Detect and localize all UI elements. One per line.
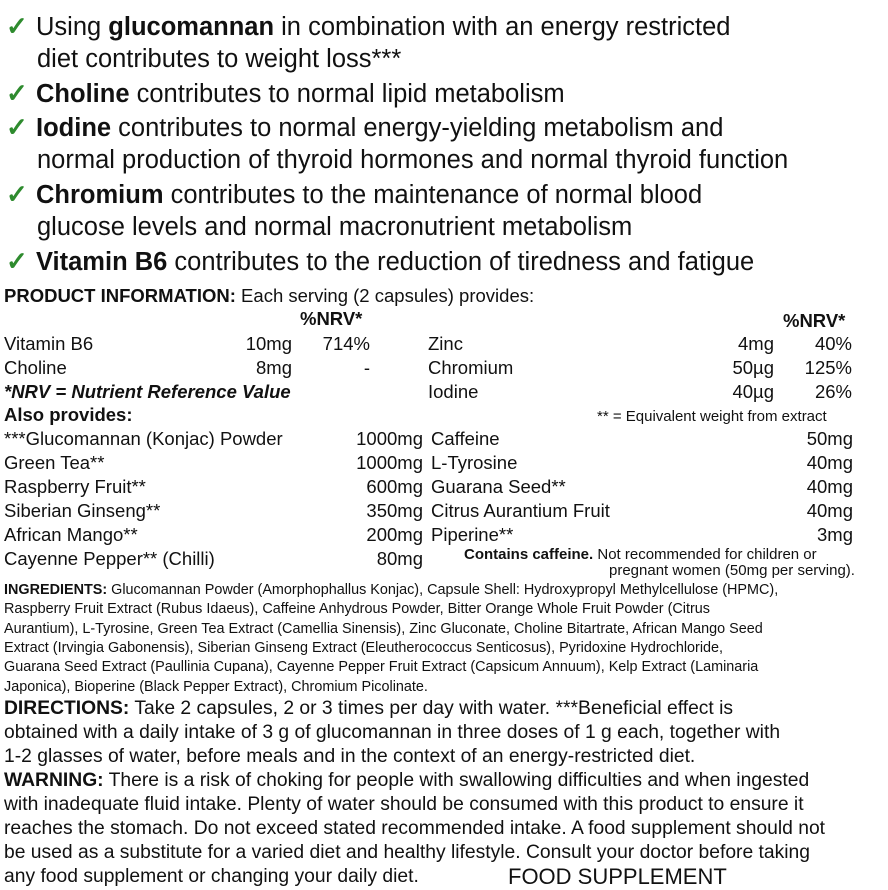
ingredient-name: African Mango** <box>4 524 138 545</box>
ingredient-amount: 50mg <box>806 428 853 449</box>
ingredient-amount: 40mg <box>806 500 853 521</box>
caffeine-note <box>464 546 817 563</box>
nutrient-name: Vitamin B6 <box>4 333 94 354</box>
ingredient-amount: 40mg <box>806 452 853 473</box>
claim-text: contributes to the maintenance of normal blood <box>163 181 703 209</box>
ingredients-label: INGREDIENTS: <box>4 582 108 598</box>
ingredient-amount: 40mg <box>806 476 853 497</box>
caffeine-note-bold: Contains caffeine. <box>464 546 594 563</box>
product-info-label: PRODUCT INFORMATION: <box>4 285 236 306</box>
claim-text: contributes to normal energy-yielding metabolism and <box>111 114 724 142</box>
check-icon: ✓ <box>6 112 28 142</box>
ingredient-name: Piperine** <box>431 524 514 545</box>
extract-note: ** = Equivalent weight from extract <box>597 408 827 425</box>
nutrient-amount: 10mg <box>245 333 292 354</box>
claim-nutrient: glucomannan <box>108 13 275 41</box>
ingredient-name: Citrus Aurantium Fruit <box>431 500 610 521</box>
claim-nutrient: Vitamin B6 <box>36 248 168 276</box>
nutrient-name: Choline <box>4 357 67 378</box>
nutrient-amount: 50µg <box>732 357 774 378</box>
nutrient-nrv: 125% <box>804 357 852 378</box>
nrv-header-left: %NRV* <box>300 308 363 329</box>
ingredient-amount: 350mg <box>366 500 423 521</box>
ingredients-line: Japonica), Bioperine (Black Pepper Extract), Chromium Picolinate. <box>4 679 428 695</box>
ingredient-name: Raspberry Fruit** <box>4 476 146 497</box>
ingredient-name: L-Tyrosine <box>431 452 518 473</box>
check-icon: ✓ <box>6 78 28 108</box>
claim-vitamin-b6 <box>6 245 754 279</box>
product-info-heading <box>4 285 534 307</box>
ingredient-amount: 80mg <box>376 548 423 569</box>
claim-choline <box>6 77 565 111</box>
nutrient-name: Iodine <box>428 381 479 402</box>
product-info-subheading: Each serving (2 capsules) provides: <box>235 285 535 306</box>
nutrient-name: Chromium <box>428 357 514 378</box>
caffeine-note-text: Not recommended for children or <box>593 546 817 563</box>
ingredients-line: Raspberry Fruit Extract (Rubus Idaeus), Caffeine Anhydrous Powder, Bitter Orange Whole Fruit Powder (Citrus <box>4 601 710 617</box>
nutrient-amount: 8mg <box>256 357 292 378</box>
nutrient-nrv: 40% <box>814 333 852 354</box>
claim-iodine <box>6 111 789 174</box>
ingredient-amount: 200mg <box>366 524 423 545</box>
warning-line: There is a risk of choking for people with swallowing difficulties and when ingested <box>103 770 810 791</box>
claim-text-line2: glucose levels and normal macronutrient metabolism <box>37 213 633 241</box>
ingredient-amount: 1000mg <box>356 428 423 449</box>
claim-chromium <box>6 178 703 241</box>
warning-line: with inadequate fluid intake. Plenty of water should be consumed with this product to ensure it <box>4 794 804 815</box>
claim-text-line2: diet contributes to weight loss*** <box>37 45 402 73</box>
ingredient-name: ***Glucomannan (Konjac) Powder <box>4 428 283 449</box>
ingredients-line: Aurantium), L-Tyrosine, Green Tea Extract (Camellia Sinensis), Zinc Gluconate, Choline Bitartrate, African Mango Seed <box>4 621 763 637</box>
claim-text: contributes to normal lipid metabolism <box>129 80 565 108</box>
nutrient-name: Zinc <box>428 333 463 354</box>
footer-food-supplement: FOOD SUPPLEMENT <box>508 864 727 889</box>
nutrient-nrv: 714% <box>322 333 370 354</box>
ingredient-name: Cayenne Pepper** (Chilli) <box>4 548 215 569</box>
ingredient-amount: 1000mg <box>356 452 423 473</box>
directions-label: DIRECTIONS: <box>4 698 130 719</box>
claim-text: contributes to the reduction of tiredness and fatigue <box>167 248 755 276</box>
nrv-note: *NRV = Nutrient Reference Value <box>4 381 291 402</box>
ingredients-line: Glucomannan Powder (Amorphophallus Konjac), Capsule Shell: Hydroxypropyl Methylcellulose (HPMC), <box>107 582 779 598</box>
warning-label: WARNING: <box>4 770 104 791</box>
warning-line: reaches the stomach. Do not exceed stated recommended intake. A food supplement should not <box>4 818 826 839</box>
directions-line: 1-2 glasses of water, before meals and in the context of an energy-restricted diet. <box>4 746 696 767</box>
nutrient-nrv: - <box>363 357 370 378</box>
claim-nutrient: Chromium <box>36 181 164 209</box>
also-provides-heading: Also provides: <box>4 404 133 425</box>
ingredients-line: Guarana Seed Extract (Paullinia Cupana), Cayenne Pepper Fruit Extract (Capsicum Annuum), Kelp Extract (Laminaria <box>4 659 759 675</box>
claim-text: Using <box>36 13 109 41</box>
ingredient-amount: 3mg <box>817 524 853 545</box>
claim-nutrient: Iodine <box>36 114 112 142</box>
nutrient-amount: 40µg <box>732 381 774 402</box>
nrv-header-right: %NRV* <box>783 310 846 331</box>
nutrient-nrv: 26% <box>814 381 852 402</box>
nutrient-amount: 4mg <box>738 333 774 354</box>
warning-line: be used as a substitute for a varied diet and healthy lifestyle. Consult your doctor before taking <box>4 842 810 863</box>
claim-nutrient: Choline <box>36 80 130 108</box>
ingredients-line: Extract (Irvingia Gabonensis), Siberian Ginseng Extract (Eleutherococcus Senticosus), Pyridoxine Hydrochloride, <box>4 640 724 656</box>
directions-line: obtained with a daily intake of 3 g of glucomannan in three doses of 1 g each, together with <box>4 722 781 743</box>
ingredient-amount: 600mg <box>366 476 423 497</box>
ingredient-name: Guarana Seed** <box>431 476 566 497</box>
ingredient-name: Caffeine <box>431 428 500 449</box>
caffeine-note-line2: pregnant women (50mg per serving). <box>609 562 855 579</box>
ingredient-name: Green Tea** <box>4 452 105 473</box>
check-icon: ✓ <box>6 179 28 209</box>
warning-line: any food supplement or changing your daily diet. <box>4 866 419 887</box>
claim-text-line2: normal production of thyroid hormones and normal thyroid function <box>37 146 789 174</box>
directions-line: Take 2 capsules, 2 or 3 times per day with water. ***Beneficial effect is <box>129 698 734 719</box>
claim-glucomannan <box>6 10 731 73</box>
ingredient-name: Siberian Ginseng** <box>4 500 161 521</box>
check-icon: ✓ <box>6 11 28 41</box>
claim-text: in combination with an energy restricted <box>274 13 731 41</box>
check-icon: ✓ <box>6 246 28 276</box>
